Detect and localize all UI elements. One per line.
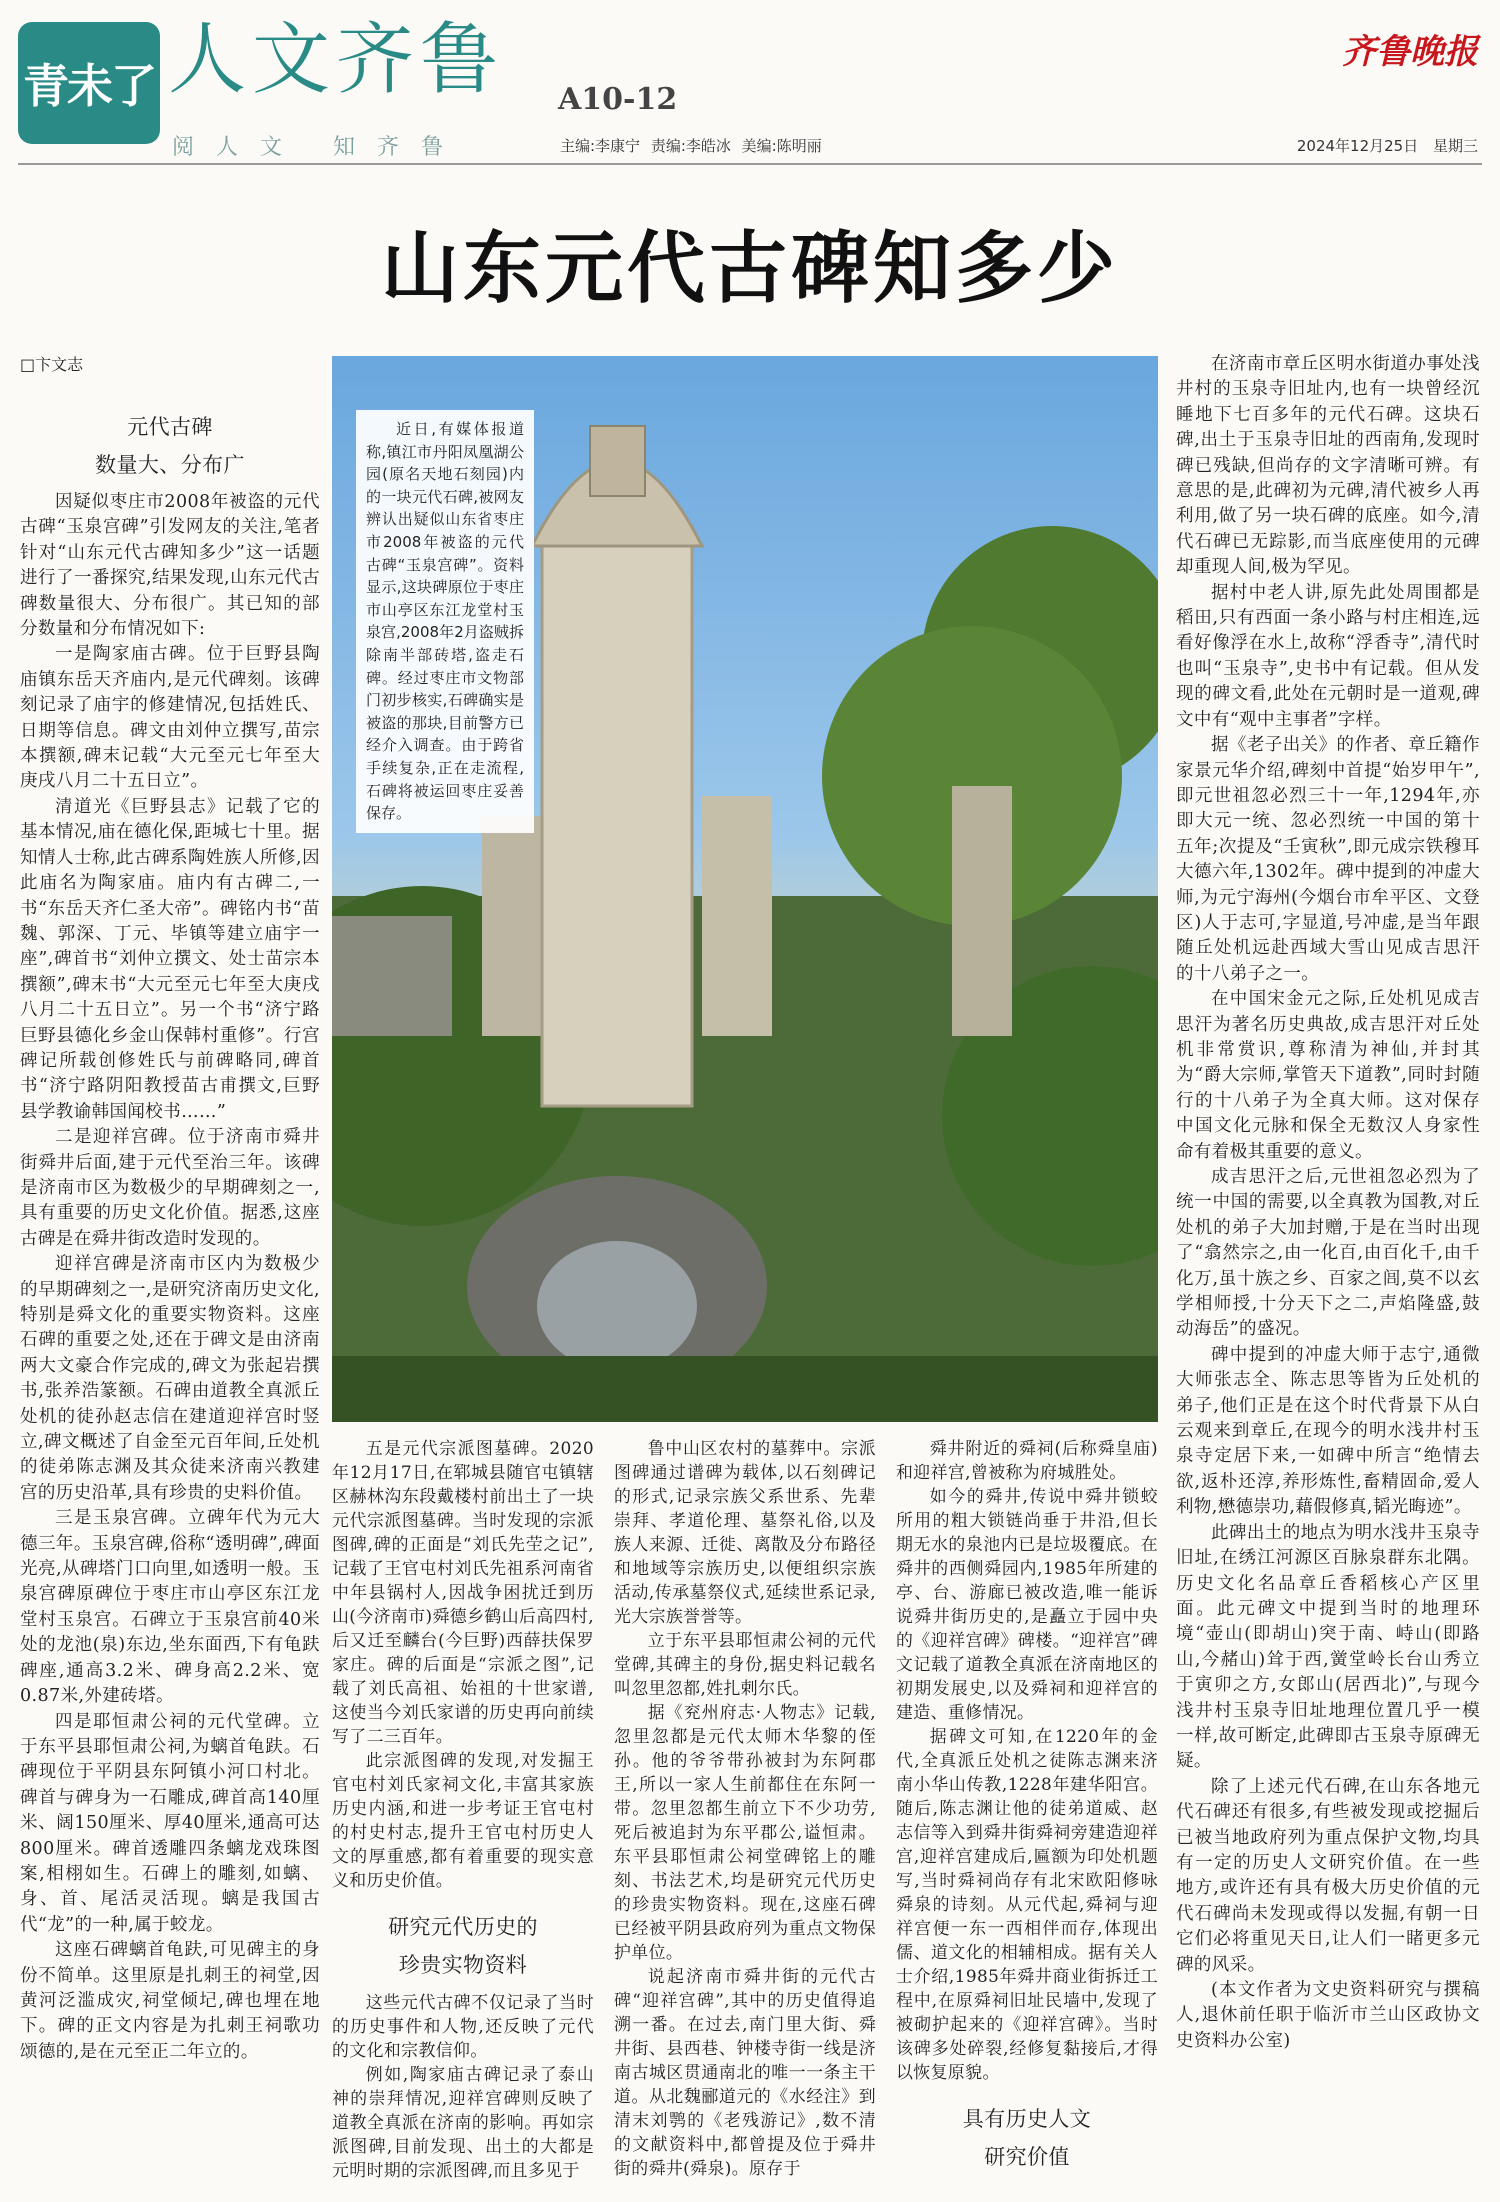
paragraph: 在济南市章丘区明水街道办事处浅井村的玉泉寺旧址内,也有一块曾经沉睡地下七百多年的元代石碑。这块石碑,出土于玉泉寺旧址的西南角,发现时碑已残缺,但尚存的文字清晰可辨。有意思的是,此碑初为元碑,清代被乡人再利用,做了另一块石碑的底座。如今,清代石碑已无踪影,而当底座使用的元碑却重现人间,极为罕见。	[1176, 354, 1480, 578]
paragraph: 说起济南市舜井街的元代古碑“迎祥宫碑”,其中的历史值得追溯一番。在过去,南门里大街、舜井街、县西巷、钟楼寺街一线是济南古城区贯通南北的唯一一条主干道。从北魏郦道元的《水经注》到清末刘鹗的《老残游记》,数不清的文献资料中,都曾提及位于舜井街的舜井(舜泉)。原存于	[614, 1966, 876, 2178]
paragraph: 例如,陶家庙古碑记录了泰山神的崇拜情况,迎祥宫碑则反映了道教全真派在济南的影响。再如宗派图碑,目前发现、出土的大都是元明时期的宗派图碑,而且多见于	[332, 2064, 594, 2180]
paragraph: 碑中提到的冲虚大师于志宁,通微大师张志全、陈志思等皆为丘处机的弟子,他们正是在这个时代背景下从白云观来到章丘,在现今的明水浅井村玉泉寺定居下来,一如碑中所言“绝情去欲,返朴还淳,养形炼性,畜精固命,爱人利物,懋德崇功,藉假修真,韬光晦迹”。	[1176, 1344, 1480, 1518]
paragraph: 一是陶家庙古碑。位于巨野县陶庙镇东岳天齐庙内,是元代碑刻。该碑刻记录了庙宇的修建情况,包括姓氏、日期等信息。碑文由刘仲立撰写,苗宗本撰额,碑末记载“大元至元七年至大庚戌八月二十五日立”。	[20, 644, 320, 792]
paragraph: 鲁中山区农村的墓葬中。宗派图碑通过谱碑为载体,以石刻碑记的形式,记录宗族父系世系、先辈崇拜、孝道伦理、墓祭礼俗,以及族人来源、迁徙、离散及分布路径和地域等宗族历史,以便组织宗族活动,传承墓祭仪式,延续世系记录,光大宗族誉誉等。	[614, 1438, 876, 1626]
paragraph: 这些元代古碑不仅记录了当时的历史事件和人物,还反映了元代的文化和宗教信仰。	[332, 1992, 594, 2060]
page-code: A10-12	[558, 82, 678, 117]
logo-text: 青未了	[23, 59, 155, 113]
paragraph: 立于东平县耶恒肃公祠的元代堂碑,其碑主的身份,据史料记载名叫忽里忽都,姓扎剌尔氏。	[614, 1630, 876, 1698]
paragraph: 二是迎祥宫碑。位于济南市舜井街舜井后面,建于元代至治三年。该碑是济南市区为数极少的早期碑刻之一,具有重要的历史文化价值。据悉,这座古碑是在舜井街改造时发现的。	[20, 1127, 320, 1249]
section-title: 人文齐鲁	[168, 15, 505, 105]
editors-line: 主编:李康宁 责编:李皓冰 美编:陈明丽	[560, 137, 822, 155]
paragraph: 据村中老人讲,原先此处周围都是稻田,只有西面一条小路与村庄相连,远看好像浮在水上,故称“浮香寺”,清代时也叫“玉泉寺”,史书中有记载。但从发现的碑文看,此处在元朝时是一道观,碑文中有“观中主事者”字样。	[1176, 582, 1480, 730]
paragraph: 此宗派图碑的发现,对发掘王官屯村刘氏家祠文化,丰富其家族历史内涵,和进一步考证王官屯村的村史村志,提升王官屯村历史人文的厚重感,都有着重要的现实意义和历史价值。	[332, 1750, 594, 1890]
article-column-1	[20, 392, 320, 2065]
header-rule	[18, 163, 1482, 165]
paragraph: 此碑出土的地点为明水浅井玉泉寺旧址,在绣江河源区百脉泉群东北隅。历史文化名品章丘香稻核心产区里面。此元碑文中提到当时的地理环境“壶山(即胡山)突于南、峙山(即路山,今赭山)耸于西,黉堂岭长台山秀立于寅卯之方,女郎山(居西北)”,与现今浅井村玉泉寺旧址地理位置几乎一模一样,故可断定,此碑即古玉泉寺原碑无疑。	[1176, 1522, 1480, 1772]
paragraph: 除了上述元代石碑,在山东各地元代石碑还有很多,有些被发现或挖掘后已被当地政府列为重点保护文物,均具有一定的历史人文研究价值。在一些地方,或许还有具有极大历史价值的元代石碑尚未发现或得以发掘,有朝一日它们必将重见天日,让人们一睹更多元碑的风采。	[1176, 1776, 1480, 1975]
newspaper-logo: 齐鲁晚报	[1342, 32, 1478, 72]
dateline: 2024年12月25日 星期三	[1296, 137, 1478, 155]
byline: □卞文志	[20, 355, 84, 374]
photo-caption: 近日,有媒体报道称,镇江市丹阳凤凰湖公园(原名天地石刻园)内的一块元代石碑,被网友辨认出疑似山东省枣庄市2008年被盗的元代古碑“玉泉宫碑”。资料显示,这块碑原位于枣庄市山亭区东江龙堂村玉泉宫,2008年2月盗贼拆除南半部砖塔,盗走石碑。经过枣庄市文物部门初步核实,石碑确实是被盗的那块,目前警方已经介入调查。由于跨省手续复杂,正在走流程,石碑将被运回枣庄妥善保存。	[356, 410, 534, 833]
column-logo	[18, 22, 160, 144]
article-column-2	[332, 1436, 594, 2182]
paragraph: 这座石碑螭首龟趺,可见碑主的身份不简单。这里原是扎刺王的祠堂,因黄河泛滥成灾,祠堂倾圮,碑也埋在地下。碑的正文内容是为扎刺王祠歌功颂德的,是在元至正二年立的。	[20, 1940, 320, 2062]
paragraph: 三是玉泉宫碑。立碑年代为元大德三年。玉泉宫碑,俗称“透明碑”,碑面光亮,从碑塔门口向里,如透明一般。玉泉宫碑原碑位于枣庄市山亭区东江龙堂村玉泉宫。石碑立于玉泉宫前40米处的龙池(泉)东边,坐东面西,下有龟趺碑座,通高3.2米、碑身高2.2米、宽0.87米,外建砖塔。	[20, 1508, 320, 1707]
paragraph: 因疑似枣庄市2008年被盗的元代古碑“玉泉宫碑”引发网友的关注,笔者针对“山东元代古碑知多少”这一话题进行了一番探究,结果发现,山东元代古碑数量很大、分布很广。其已知的部分数量和分布情况如下:	[20, 492, 320, 640]
paragraph: 五是元代宗派图墓碑。2020年12月17日,在郓城县随官屯镇辖区赫林沟东段戴楼村前出土了一块元代宗派图墓碑。当时发现的宗派图碑,碑的正面是“刘氏先茔之记”,记载了王官屯村刘氏先祖系河南省中年县锅村人,因战争困扰迁到历山(今济南市)舜德乡鹤山后高四村,后又迁至麟台(今巨野)西薛扶保罗家庄。碑的后面是“宗派之图”,记载了刘氏高祖、始祖的十世家谱,这使当今刘氏家谱的历史再向前续写了二三百年。	[332, 1438, 594, 1746]
paragraph: 如今的舜井,传说中舜井锁蛟所用的粗大锁链尚垂于井沿,但长期无水的泉池内已是垃圾覆底。在舜井的西侧舜园内,1985年所建的亭、台、游廊已被改造,唯一能诉说舜井街历史的,是矗立于园中央的《迎祥宫碑》碑楼。“迎祥宫”碑文记载了道教全真派在济南地区的初期发展史,以及舜祠和迎祥宫的建造、重修情况。	[896, 1486, 1158, 1722]
headline: 山东元代古碑知多少	[380, 224, 1119, 314]
section-heading: 具有历史人文 研究价值	[962, 2107, 1092, 2169]
paragraph: 据《兖州府志·人物志》记载,忽里忽都是元代太师木华黎的侄孙。他的爷爷带孙被封为东阿郡王,所以一家人生前都住在东阿一带。忽里忽都生前立下不少功劳,死后被追封为东平郡公,谥恒肃。东平县耶恒肃公祠堂碑铭上的雕刻、书法艺术,均是研究元代历史的珍贵实物资料。现在,这座石碑已经被平阴县政府列为重点文物保护单位。	[614, 1702, 876, 1962]
article-column-3	[614, 1436, 876, 2180]
paragraph: 四是耶恒肃公祠的元代堂碑。立于东平县耶恒肃公祠,为螭首龟趺。石碑现位于平阴县东阿镇小河口村北。碑首与碑身为一石雕成,碑首高140厘米、阔150厘米、厚40厘米,通高可达800厘米。碑首透雕四条螭龙戏珠图案,相栩如生。石碑上的雕刻,如螭、身、首、尾活灵活现。螭是我国古代“龙”的一种,属于蛟龙。	[20, 1711, 320, 1935]
article-column-5	[1176, 352, 1480, 2054]
paragraph: 舜井附近的舜祠(后称舜皇庙)和迎祥宫,曾被称为府城胜处。	[896, 1438, 1158, 1482]
article-column-4	[896, 1436, 1158, 2182]
section-subtitle: 阅人文 知齐鲁	[172, 135, 465, 160]
paragraph: 在中国宋金元之际,丘处机见成吉思汗为著名历史典故,成吉思汗对丘处机非常赏识,尊称清为神仙,并封其为“爵大宗师,掌管天下道教”,同时封随行的十八弟子为全真大师。这对保存中国文化元脉和保全无数汉人身家性命有着极其重要的意义。	[1176, 989, 1480, 1162]
paragraph: 据碑文可知,在1220年的金代,全真派丘处机之徒陈志渊来济南小华山传教,1228年建华阳宫。随后,陈志渊让他的徒弟道威、赵志信等入到舜井街舜祠旁建造迎祥宫,迎祥宫建成后,匾额为印处机题写,当时舜祠尚存有北宋欧阳修咏舜泉的诗刻。从元代起,舜祠与迎祥宫便一东一西相伴而存,体现出儒、道文化的相辅相成。据有关人士介绍,1985年舜井商业街拆迁工程中,在原舜祠旧址民墙中,发现了被砌护起来的《迎祥宫碑》。当时该碑多处碎裂,经修复黏接后,才得以恢复原貌。	[896, 1726, 1158, 2082]
author-note: (本文作者为文史资料研究与撰稿人,退休前任职于临沂市兰山区政协文史资料办公室)	[1176, 1980, 1480, 2051]
paragraph: 迎祥宫碑是济南市区内为数极少的早期碑刻之一,是研究济南历史文化,特别是舜文化的重要实物资料。这座石碑的重要之处,还在于碑文是由济南两大文豪合作完成的,碑文为张起岩撰书,张养浩篆额。石碑由道教全真派丘处机的徒孙赵志信在建道迎祥宫时竖立,碑文概述了自金至元百年间,丘处机的徒弟陈志渊及其众徒来济南兴教建宫的历史沿革,具有珍贵的史料价值。	[20, 1254, 320, 1503]
section-heading: 研究元代历史的 珍贵实物资料	[388, 1915, 538, 1977]
section-heading: 元代古碑 数量大、分布广	[95, 415, 245, 477]
paragraph: 成吉思汗之后,元世祖忽必烈为了统一中国的需要,以全真教为国教,对丘处机的弟子大加封赠,于是在当时出现了“翕然宗之,由一化百,由百化千,由千化万,虽十族之乡、百家之闾,莫不以玄学相师授,十分天下之二,声焰隆盛,鼓动海岳”的盛况。	[1176, 1167, 1480, 1340]
paragraph: 清道光《巨野县志》记载了它的基本情况,庙在德化保,距城七十里。据知情人士称,此古碑系陶姓族人所修,因此庙名为陶家庙。庙内有古碑二,一书“东岳天齐仁圣大帝”。碑铭内书“苗魏、郭深、丁元、毕镇等建立庙宇一座”,碑首书“刘仲立撰文、处士苗宗本撰额”,碑末书“大元至元七年至大庚戌八月二十五日立”。另一个书“济宁路巨野县德化乡金山保韩村重修”。行宫碑记所载创修姓氏与前碑略同,碑首书“济宁路阴阳教授苗古甫撰文,巨野县学教谕韩国闻校书……”	[20, 796, 320, 1122]
paragraph: 据《老子出关》的作者、章丘籍作家景元华介绍,碑刻中首提“始岁甲午”,即元世祖忽必烈三十一年,1294年,亦即大元一统、忽必烈统一中国的第十五年;次提及“壬寅秋”,即元成宗铁穆耳大德六年,1302年。碑中提到的冲虚大师,为元宁海州(今烟台市牟平区、文登区)人于志可,字显道,号冲虚,是当年跟随丘处机远赴西域大雪山见成吉思汗的十八弟子之一。	[1176, 735, 1480, 984]
